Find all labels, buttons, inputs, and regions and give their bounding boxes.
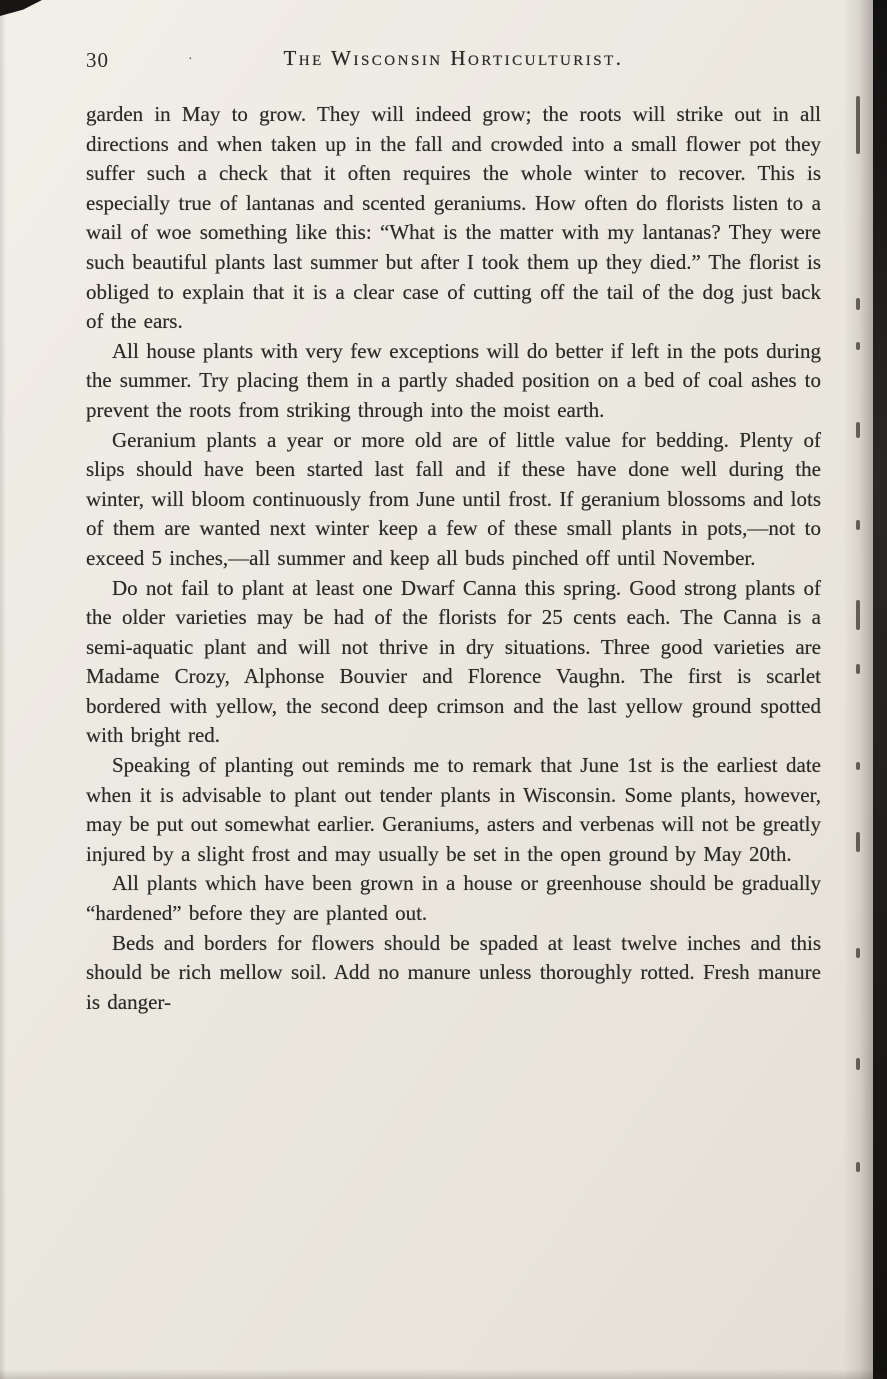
paragraph: garden in May to grow. They will indeed grow; the roots will strike out in all directions and when taken up in the fall and crowded into a small flower pot they suffer such a check that it often requires the whole winter to recover. This is especially true of lantanas and scented geraniums. How often do florists listen to a wail of woe something like this: “What is the matter with my lantanas? They were such beautiful plants last summer but after I took them up they died.” The florist is obliged to explain that it is a clear case of cutting off the tail of the dog just back of the ears. [86, 102, 821, 334]
paragraph: All plants which have been grown in a house or greenhouse should be gradually “hardened” before they are planted out. [86, 871, 821, 926]
scan-left-edge-shading [0, 0, 6, 1379]
scan-right-shadow [843, 0, 873, 1379]
paragraph: Do not fail to plant at least one Dwarf Canna this spring. Good strong plants of the older varieties may be had of the florists for 25 cents each. The Canna is a semi-aquatic plant and will not thrive in dry situations. Three good varieties are Madame Crozy, Alphonse Bouvier and Florence Vaughn. The first is scarlet bordered with yellow, the second deep crimson and the last yellow ground spotted with bright red. [86, 575, 821, 748]
header-separator-dot: · [188, 52, 193, 67]
paragraph: Geranium plants a year or more old are of little value for bedding. Plenty of slips should have been started last fall and if these have done well during the winter, will bloom continuously from June until frost. If geranium blossoms and lots of them are wanted next winter keep a few of these small plants in pots,—not to exceed 5 inches,—all summer and keep all buds pinched off until November. [86, 427, 821, 570]
scan-right-edge [873, 0, 887, 1379]
page-title: The Wisconsin Horticulturist. [283, 46, 624, 70]
paragraph: Beds and borders for flowers should be spaded at least twelve inches and this should be rich mellow soil. Add no manure unless thoroughly rotted. Fresh manure is danger- [86, 930, 821, 1014]
page-header [86, 46, 821, 76]
page-number: 30 [86, 48, 109, 72]
paragraph: Speaking of planting out reminds me to remark that June 1st is the earliest date when it is advisable to plant out tender plants in Wisconsin. Some plants, however, may be put out somewhat earlier. Geraniums, asters and verbenas will not be greatly injured by a slight frost and may usually be set in the open ground by May 20th. [86, 753, 821, 866]
scan-corner-mark [0, 0, 42, 16]
document-body [86, 100, 821, 1017]
paragraph: All house plants with very few exceptions will do better if left in the pots during the summer. Try placing them in a partly shaded position on a bed of coal ashes to prevent the roots from striking through into the moist earth. [86, 338, 821, 422]
scan-bottom-shadow [0, 1369, 887, 1379]
